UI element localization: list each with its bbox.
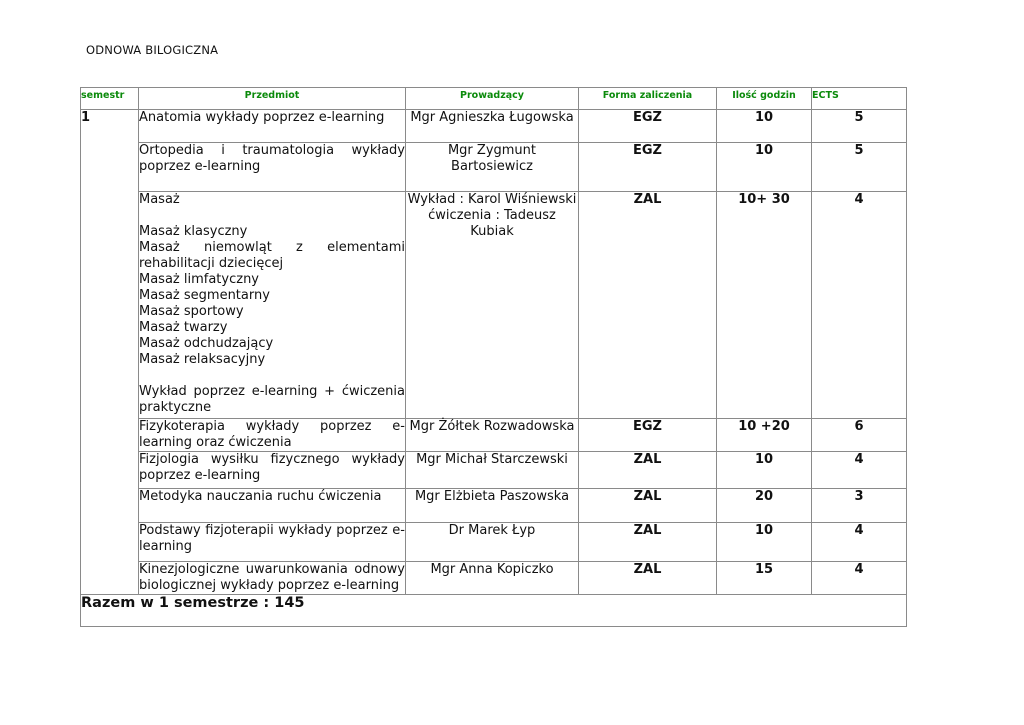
ects-cell: 4 (812, 562, 907, 595)
subject-cell-masaz (139, 192, 406, 419)
table-row (81, 489, 907, 523)
subject-cell: Podstawy fizjoterapii wykłady poprzez e-learning (139, 523, 406, 562)
total-row (81, 595, 907, 627)
table-row (81, 110, 907, 143)
teacher-cell: Mgr Anna Kopiczko (406, 562, 579, 595)
hours-cell: 15 (717, 562, 812, 595)
table-row (81, 419, 907, 452)
subject-cell: Fizykoterapia wykłady poprzez e-learning oraz ćwiczenia (139, 419, 405, 450)
subject-cell: Kinezjologiczne uwarunkowania odnowy biologicznej wykłady poprzez e-learning (139, 562, 405, 593)
header-ects: ECTS (812, 88, 907, 110)
subject-title: Masaż (139, 192, 180, 207)
table-row (81, 452, 907, 489)
teacher-cell: Mgr Elżbieta Paszowska (406, 489, 579, 523)
document-title: ODNOWA BILOGICZNA (86, 43, 219, 57)
subject-item: Masaż limfatyczny (139, 272, 260, 287)
subject-item: Masaż niemowląt z elementami rehabilitacji dziecięcej (139, 240, 405, 271)
subject-cell: Fizjologia wysiłku fizycznego wykłady poprzez e-learning (139, 452, 406, 489)
header-teacher: Prowadzący (406, 88, 579, 110)
hours-cell: 10 (717, 523, 812, 562)
ects-cell: 5 (812, 143, 907, 192)
header-hours: Ilość godzin (717, 88, 812, 110)
table-row (81, 143, 907, 192)
table-row (81, 523, 907, 562)
ects-cell: 3 (812, 489, 907, 523)
subject-cell: Metodyka nauczania ruchu ćwiczenia (139, 489, 406, 523)
form-cell: ZAL (579, 523, 717, 562)
semester-cell: 1 (81, 110, 139, 595)
course-table (80, 87, 907, 627)
subject-item: Masaż odchudzający (139, 336, 274, 351)
subject-note: Wykład poprzez e-learning + ćwiczenia praktyczne (139, 384, 405, 415)
subject-item: Masaż segmentarny (139, 288, 270, 303)
ects-cell: 4 (812, 452, 907, 489)
subject-item: Masaż twarzy (139, 320, 228, 335)
ects-cell: 4 (812, 192, 907, 419)
subject-item: Masaż klasyczny (139, 224, 248, 239)
subject-cell: Ortopedia i traumatologia wykłady poprzez e-learning (139, 143, 406, 192)
table-row (81, 562, 907, 595)
table-header-row (81, 88, 907, 110)
teacher-cell: Dr Marek Łyp (406, 523, 579, 562)
subject-item: Masaż relaksacyjny (139, 352, 266, 367)
header-form: Forma zaliczenia (579, 88, 717, 110)
form-cell: ZAL (579, 452, 717, 489)
subject-item: Masaż sportowy (139, 304, 244, 319)
table-row (81, 192, 907, 419)
teacher-cell: Mgr Zygmunt Bartosiewicz (406, 143, 579, 192)
hours-cell: 20 (717, 489, 812, 523)
teacher-cell: Wykład : Karol Wiśniewski ćwiczenia : Tadeusz Kubiak (406, 192, 579, 419)
subject-cell: Anatomia wykłady poprzez e-learning (139, 110, 406, 143)
form-cell: EGZ (579, 419, 717, 452)
form-cell: EGZ (579, 110, 717, 143)
semester-total: Razem w 1 semestrze : 145 (81, 595, 907, 627)
header-subject: Przedmiot (139, 88, 406, 110)
form-cell: ZAL (579, 489, 717, 523)
teacher-cell: Mgr Żółtek Rozwadowska (406, 419, 579, 452)
ects-cell: 6 (812, 419, 907, 452)
ects-cell: 4 (812, 523, 907, 562)
teacher-cell: Mgr Agnieszka Ługowska (406, 110, 579, 143)
form-cell: EGZ (579, 143, 717, 192)
hours-cell: 10 +20 (717, 419, 812, 452)
hours-cell: 10 (717, 452, 812, 489)
ects-cell: 5 (812, 110, 907, 143)
hours-cell: 10 (717, 110, 812, 143)
hours-cell: 10 (717, 143, 812, 192)
teacher-cell: Mgr Michał Starczewski (406, 452, 579, 489)
header-semester: semestr (81, 88, 139, 110)
form-cell: ZAL (579, 562, 717, 595)
hours-cell: 10+ 30 (717, 192, 812, 419)
form-cell: ZAL (579, 192, 717, 419)
